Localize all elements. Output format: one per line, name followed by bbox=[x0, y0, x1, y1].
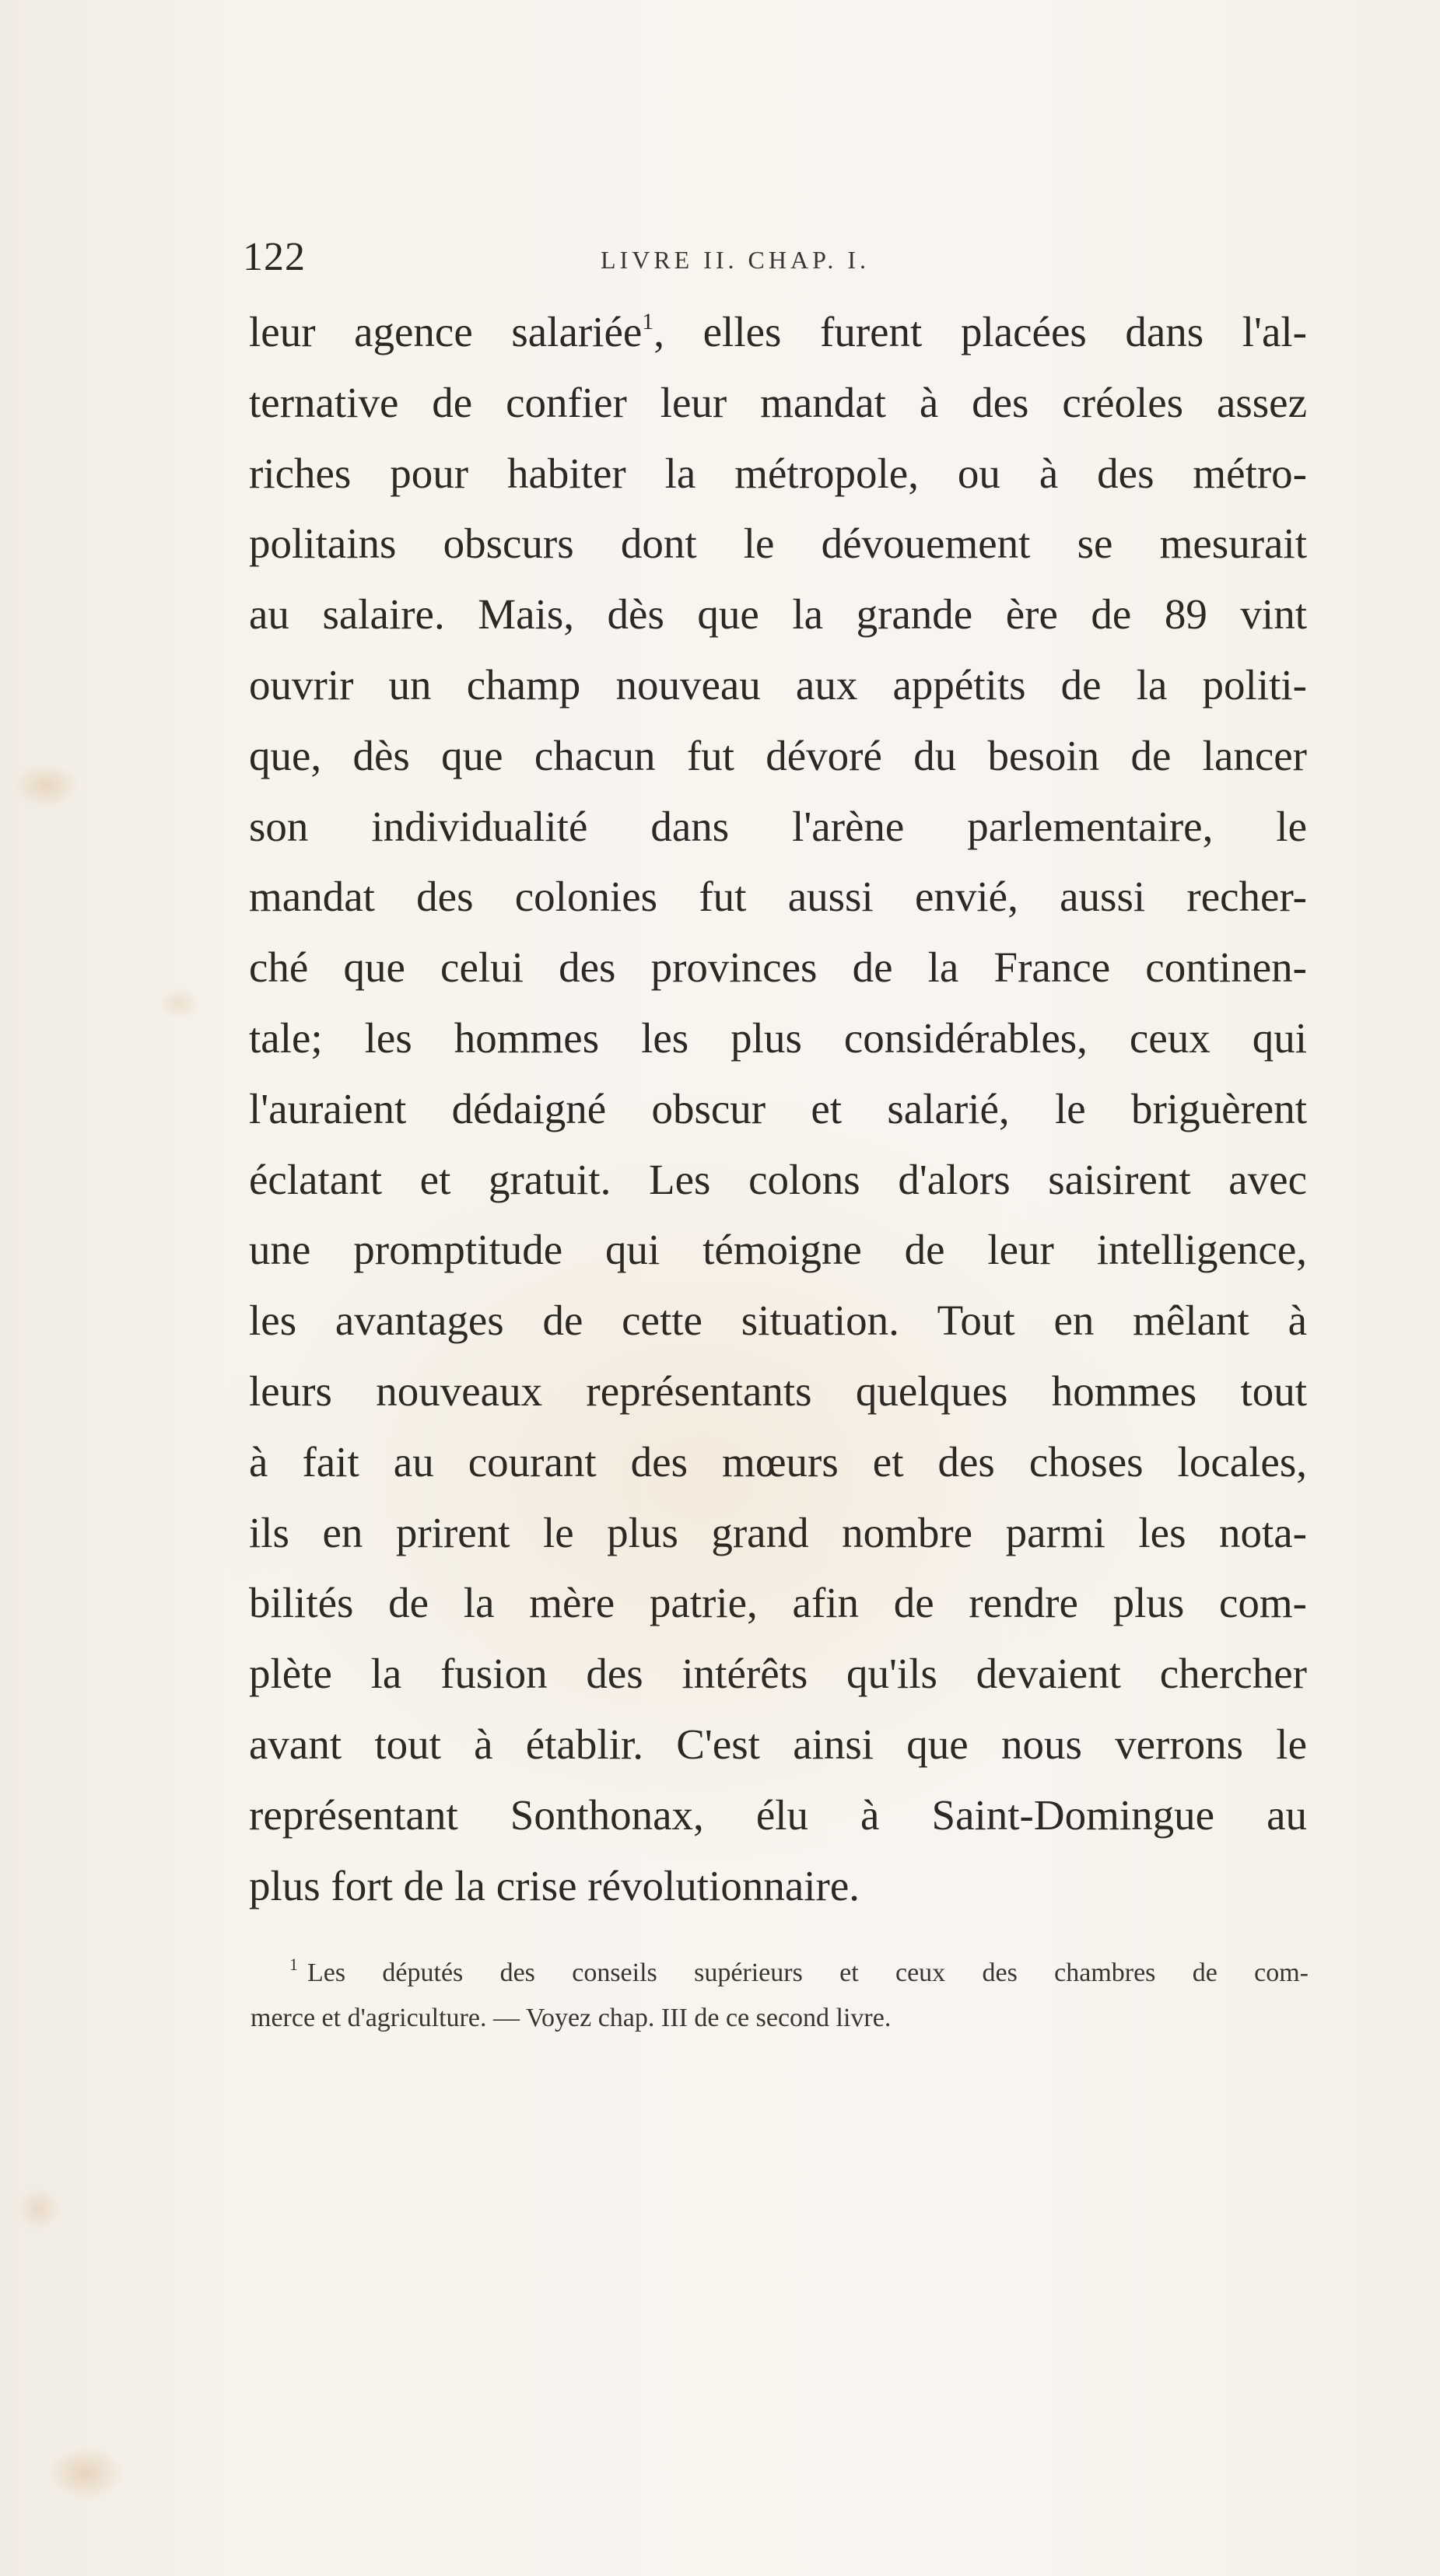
text-line bbox=[249, 297, 1307, 368]
footnote-line: merce et d'agriculture. — Voyez chap. III de ce second livre. bbox=[251, 2004, 892, 2032]
text-line: plète la fusion des intérêts qu'ils devaient chercher bbox=[249, 1650, 1307, 1698]
text-line: l'auraient dédaigné obscur et salarié, le briguèrent bbox=[249, 1084, 1307, 1132]
text-line: que, dès que chacun fut dévoré du besoin de lancer bbox=[249, 731, 1307, 779]
footnote-line bbox=[251, 1951, 1309, 1996]
text-line: politains obscurs dont le dévouement se mesurait bbox=[249, 520, 1307, 568]
text-line: les avantages de cette situation. Tout en mêlant à bbox=[249, 1297, 1307, 1345]
page-header bbox=[243, 230, 1316, 285]
text-segment: leur agence salariée bbox=[249, 308, 643, 355]
text-line: éclatant et gratuit. Les colons d'alors saisirent avec bbox=[249, 1155, 1307, 1203]
text-line: riches pour habiter la métropole, ou à des métro- bbox=[249, 449, 1307, 497]
text-line: une promptitude qui témoigne de leur intelligence, bbox=[249, 1226, 1307, 1274]
text-line: ouvrir un champ nouveau aux appétits de la politi- bbox=[249, 660, 1307, 709]
text-line: tale; les hommes les plus considérables, ceux qui bbox=[249, 1013, 1307, 1062]
text-line-last: plus fort de la crise révolutionnaire. bbox=[249, 1861, 860, 1909]
running-head: LIVRE II. CHAP. I. bbox=[601, 246, 870, 274]
text-line: son individualité dans l'arène parlementaire, le bbox=[249, 802, 1307, 850]
footnote-text: Les députés des conseils supérieurs et ceux des chambres de com- bbox=[307, 1958, 1309, 1987]
text-line: ché que celui des provinces de la France continen- bbox=[249, 943, 1307, 992]
page-number: 122 bbox=[243, 235, 306, 279]
text-line: avant tout à établir. C'est ainsi que nous verrons le bbox=[249, 1720, 1307, 1768]
footnote-mark: 1 bbox=[289, 1955, 298, 1974]
footnote-reference: 1 bbox=[642, 309, 654, 334]
text-line: à fait au courant des mœurs et des choses locales, bbox=[249, 1437, 1307, 1486]
text-line: ternative de confier leur mandat à des créoles assez bbox=[249, 378, 1307, 426]
text-line: leurs nouveaux représentants quelques hommes tout bbox=[249, 1367, 1307, 1415]
body-text bbox=[249, 297, 1307, 1921]
footnote bbox=[251, 1951, 1309, 2041]
text-segment: , elles furent placées dans l'al- bbox=[653, 308, 1307, 355]
text-line: mandat des colonies fut aussi envié, aussi recher- bbox=[249, 873, 1307, 921]
text-line: bilités de la mère patrie, afin de rendre plus com- bbox=[249, 1579, 1307, 1627]
text-line: représentant Sonthonax, élu à Saint-Domingue au bbox=[249, 1790, 1307, 1839]
text-line: au salaire. Mais, dès que la grande ère de 89 vint bbox=[249, 590, 1307, 639]
text-line: ils en prirent le plus grand nombre parmi les nota- bbox=[249, 1508, 1307, 1556]
